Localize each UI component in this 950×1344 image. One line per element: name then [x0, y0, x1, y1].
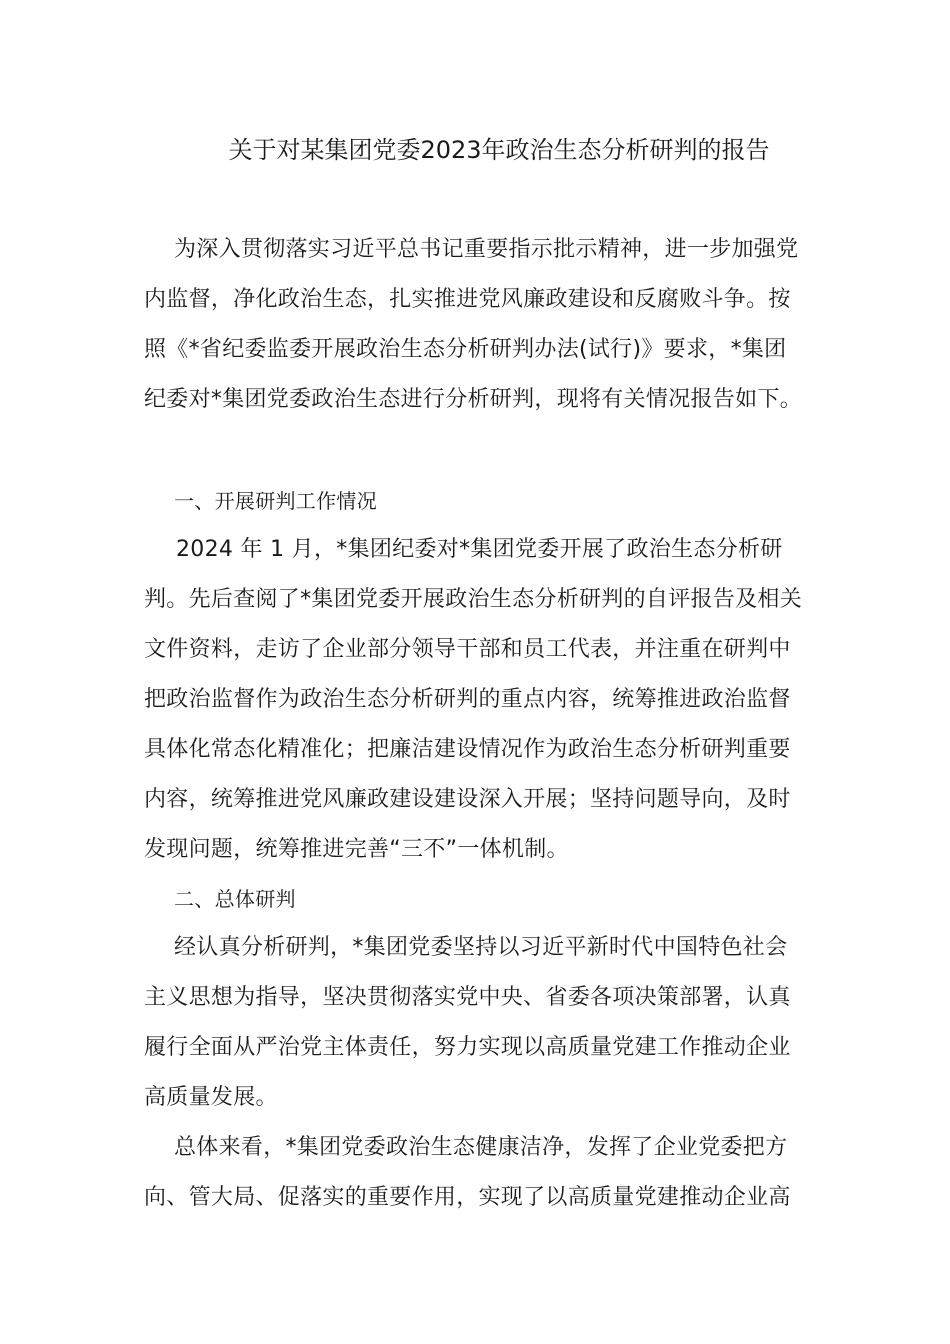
section1-line: 内容，统筹推进党风廉政建设建设深入开展；坚持问题导向，及时 — [144, 787, 791, 812]
document-title: 关于对某集团党委2023年政治生态分析研判的报告 — [228, 136, 770, 164]
section1-line: 具体化常态化精准化；把廉洁建设情况作为政治生态分析研判重要 — [144, 737, 791, 762]
section1-line: 发现问题，统筹推进完善“三不”一体机制。 — [144, 837, 569, 862]
section2-line: 履行全面从严治党主体责任，努力实现以高质量党建工作推动企业 — [144, 1035, 791, 1060]
section1-line: 2024 年 1 月，*集团纪委对*集团党委开展了政治生态分析研 — [176, 537, 783, 562]
intro-line: 纪委对*集团党委政治生态进行分析研判，现将有关情况报告如下。 — [144, 387, 803, 412]
section2-line: 高质量发展。 — [144, 1085, 278, 1110]
intro-line: 为深入贯彻落实习近平总书记重要指示批示精神，进一步加强党 — [174, 237, 799, 262]
intro-line: 内监督，净化政治生态，扎实推进党风廉政建设和反腐败斗争。按 — [144, 287, 791, 312]
section1-line: 把政治监督作为政治生态分析研判的重点内容，统筹推进政治监督 — [144, 687, 791, 712]
section1-line: 文件资料，走访了企业部分领导干部和员工代表，并注重在研判中 — [144, 637, 791, 662]
section-heading: 二、总体研判 — [174, 887, 296, 911]
section1-line: 判。先后查阅了*集团党委开展政治生态分析研判的自评报告及相关 — [144, 587, 803, 612]
section2-line: 向、管大局、促落实的重要作用，实现了以高质量党建推动企业高 — [144, 1185, 791, 1210]
intro-line: 照《*省纪委监委开展政治生态分析研判办法(试行)》要求，*集团 — [144, 337, 787, 362]
section2-line: 主义思想为指导，坚决贯彻落实党中央、省委各项决策部署，认真 — [144, 985, 791, 1010]
section2-line: 总体来看，*集团党委政治生态健康洁净，发挥了企业党委把方 — [174, 1135, 788, 1160]
section-heading: 一、开展研判工作情况 — [174, 489, 377, 513]
section2-line: 经认真分析研判，*集团党委坚持以习近平新时代中国特色社会 — [174, 935, 788, 960]
